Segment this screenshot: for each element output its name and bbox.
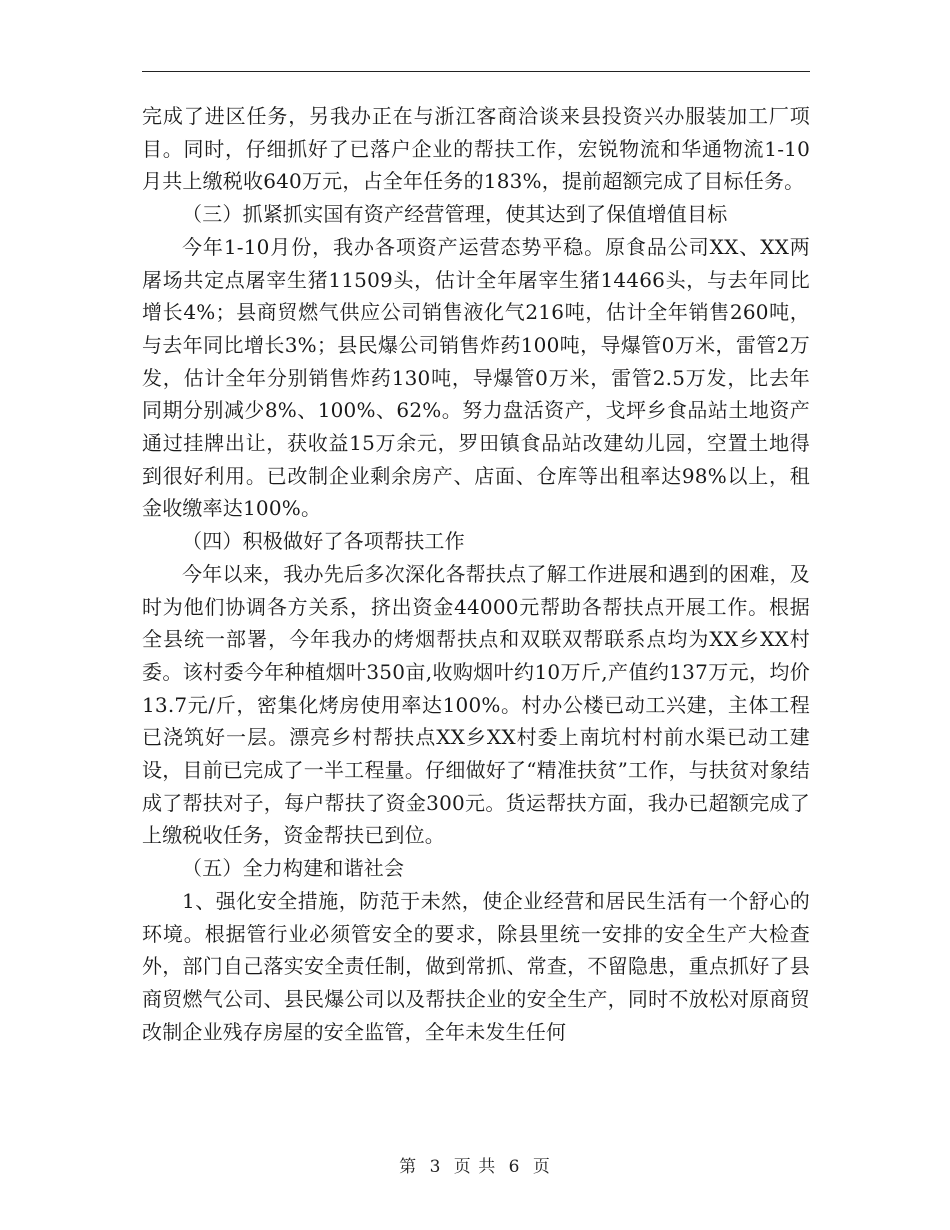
paragraph-continued: 完成了进区任务，另我办正在与浙江客商洽谈来县投资兴办服装加工厂项目。同时，仔细抓好了已落户企业的帮扶工作，宏锐物流和华通物流1-10月共上缴税收640万元，占全年任务的183%，提前超额完成了目标任务。 [142,104,810,194]
document-body [142,100,810,1048]
header-rule [142,71,810,72]
footer-total-pages: 6 [508,1157,521,1177]
paragraph-assistance: 今年以来，我办先后多次深化各帮扶点了解工作进展和遇到的困难，及时为他们协调各方关系，挤出资金44000元帮助各帮扶点开展工作。根据全县统一部署，今年我办的烤烟帮扶点和双联双帮联系点均为XX乡XX村委。该村委今年种植烟叶350亩,收购烟叶约10万斤,产值约137万元，均价13.7元/斤，密集化烤房使用率达100%。村办公楼已动工兴建，主体工程已浇筑好一层。漂亮乡村帮扶点XX乡XX村委上南坑村村前水渠已动工建设，目前已完成了一半工程量。仔细做好了“精准扶贫”工作，与扶贫对象结成了帮扶对子，每户帮扶了资金300元。货运帮扶方面，我办已超额完成了上缴税收任务，资金帮扶已到位。 [142,561,810,848]
footer-middle: 页 共 [453,1157,497,1177]
footer-page-number: 3 [429,1157,442,1177]
paragraph-assets: 今年1-10月份，我办各项资产运营态势平稳。原食品公司XX、XX两屠场共定点屠宰生猪11509头，估计全年屠宰生猪14466头，与去年同比增长4%；县商贸燃气供应公司销售液化气216吨，估计全年销售260吨，与去年同比增长3%；县民爆公司销售炸药100吨，导爆管0万米，雷管2万发，估计全年分别销售炸药130吨，导爆管0万米，雷管2.5万发，比去年同期分别减少8%、100%、62%。努力盘活资产，戈坪乡食品站土地资产通过挂牌出让，获收益15万余元，罗田镇食品站改建幼儿园，空置土地得到很好利用。已改制企业剩余房产、店面、仓库等出租率达98%以上，租金收缴率达100%。 [142,234,810,521]
section-heading-3: （三）抓紧抓实国有资产经营管理，使其达到了保值增值目标 [182,202,728,227]
footer-suffix: 页 [532,1157,551,1177]
paragraph-safety: 1、强化安全措施，防范于未然，使企业经营和居民生活有一个舒心的环境。根据管行业必须管安全的要求，除县里统一安排的安全生产大检查外，部门自己落实安全责任制，做到常抓、常查，不留隐患，重点抓好了县商贸燃气公司、县民爆公司以及帮扶企业的安全生产，同时不放松对原商贸改制企业残存房屋的安全监管，全年未发生任何 [142,888,810,1044]
section-heading-4: （四）积极做好了各项帮扶工作 [182,529,465,554]
page-footer [0,1152,950,1177]
footer-prefix: 第 [399,1157,418,1177]
section-heading-5: （五）全力构建和谐社会 [182,856,405,881]
